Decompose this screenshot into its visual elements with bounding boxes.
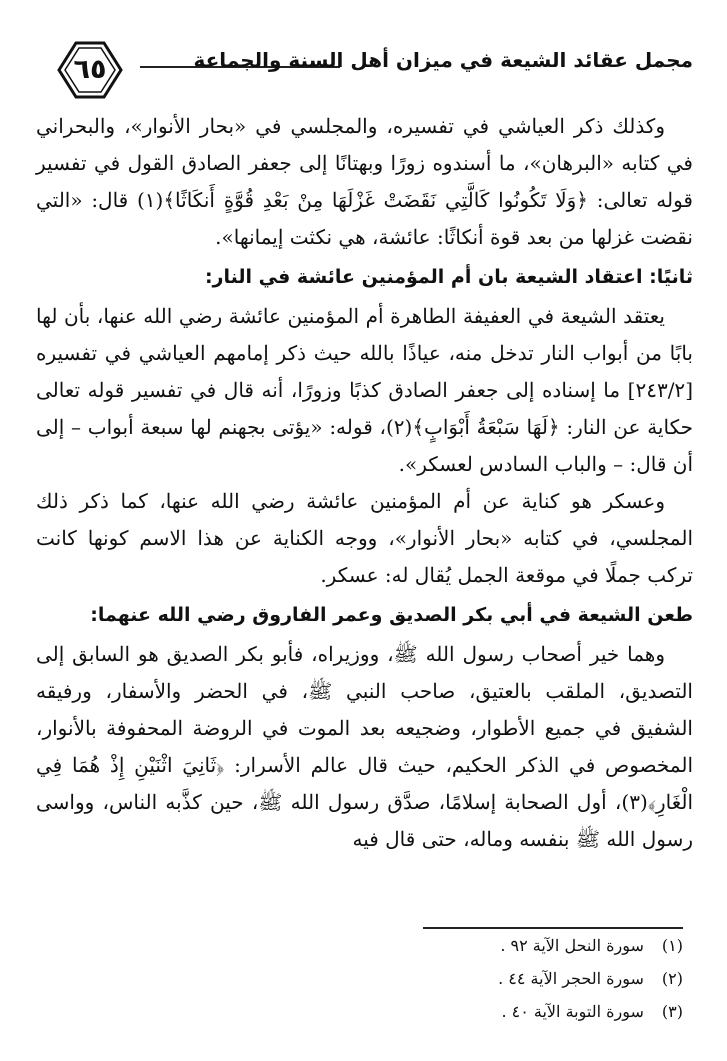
- footnote-1: [423, 929, 683, 962]
- paragraph-2: يعتقد الشيعة في العفيفة الطاهرة أم المؤمنين عائشة رضي الله عنها، بأن لها بابًا من أبواب النار تدخل منه، عياذًا بالله حيث ذكر إمامهم العياشي في تفسيره [٢٤٣/٢] ما إسناده إلى جعفر الصادق كذبًا وزورًا، أنه قال في تفسير قوله تعالى حكاية عن النار: ﴿لَهَا سَبْعَةُ أَبْوَابٍ﴾(٢)، قوله: «يؤتى بجهنم لها سبعة أبواب – إلى أن قال: – والباب السادس لعسكر».: [36, 304, 693, 476]
- footnote-number: (١): [661, 936, 683, 955]
- footnotes: [423, 927, 683, 1028]
- footnote-number: (٢): [661, 969, 683, 988]
- paragraph-1: وكذلك ذكر العياشي في تفسيره، والمجلسي في «بحار الأنوار»، والبحراني في كتابه «البرهان»، ما أسندوه زورًا وبهتانًا إلى جعفر الصادق القول في تفسير قوله تعالى: ﴿وَلَا تَكُونُوا كَالَّتِي نَقَضَتْ غَزْلَهَا مِنْ بَعْدِ قُوَّةٍ أَنكَاثًا﴾(١) قال: «التي نقضت غزلها من بعد قوة أنكاثًا: عائشة، هي نكثت إيمانها».: [36, 114, 693, 249]
- running-title: مجمل عقائد الشيعة في ميزان أهل السنة والجماعة: [193, 48, 693, 72]
- paragraph-4: وهما خير أصحاب رسول الله ﷺ، ووزيراه، فأبو بكر الصديق هو السابق إلى التصديق، الملقب بالعتيق، صاحب النبي ﷺ، في الحضر والأسفار، ورفيقه الشفيق في جميع الأطوار، وضجيعه بعد الموت في الروضة المحفوفة بالأنوار، المخصوص في الذكر الحكيم، حيث قال عالم الأسرار: ﴿ثَانِيَ اثْنَيْنِ إِذْ هُمَا فِي الْغَارِ﴾(٣)، أول الصحابة إسلامًا، صدَّق رسول الله ﷺ، حين كذَّبه الناس، وواسى رسول الله ﷺ بنفسه وماله، حتى قال فيه: [36, 642, 694, 851]
- footnote-text: سورة التوبة الآية ٤٠ .: [501, 1002, 644, 1021]
- footnote-number: (٣): [661, 1002, 683, 1021]
- page-number-badge: [56, 40, 124, 100]
- section-heading-abubakr-umar: طعن الشيعة في أبي بكر الصديق وعمر الفاروق رضي الله عنهما:: [90, 604, 693, 626]
- footnote-3: [423, 995, 683, 1028]
- main-text: [36, 108, 693, 858]
- page-number: ٦٥: [73, 54, 107, 85]
- paragraph-3: وعسكر هو كناية عن أم المؤمنين عائشة رضي الله عنها، كما ذكر ذلك المجلسي، في كتابه «بحار الأنوار»، ووجه الكناية عن هذا الاسم كونها كانت تركب جملًا في موقعة الجمل يُقال له: عسكر.: [36, 489, 693, 587]
- footnote-2: [423, 962, 683, 995]
- footnote-text: سورة الحجر الآية ٤٤ .: [498, 969, 644, 988]
- page-header: [0, 0, 727, 110]
- section-heading-aisha: ثانيًا: اعتقاد الشيعة بان أم المؤمنين عائشة في النار:: [204, 266, 693, 288]
- footnote-text: سورة النحل الآية ٩٢ .: [500, 936, 644, 955]
